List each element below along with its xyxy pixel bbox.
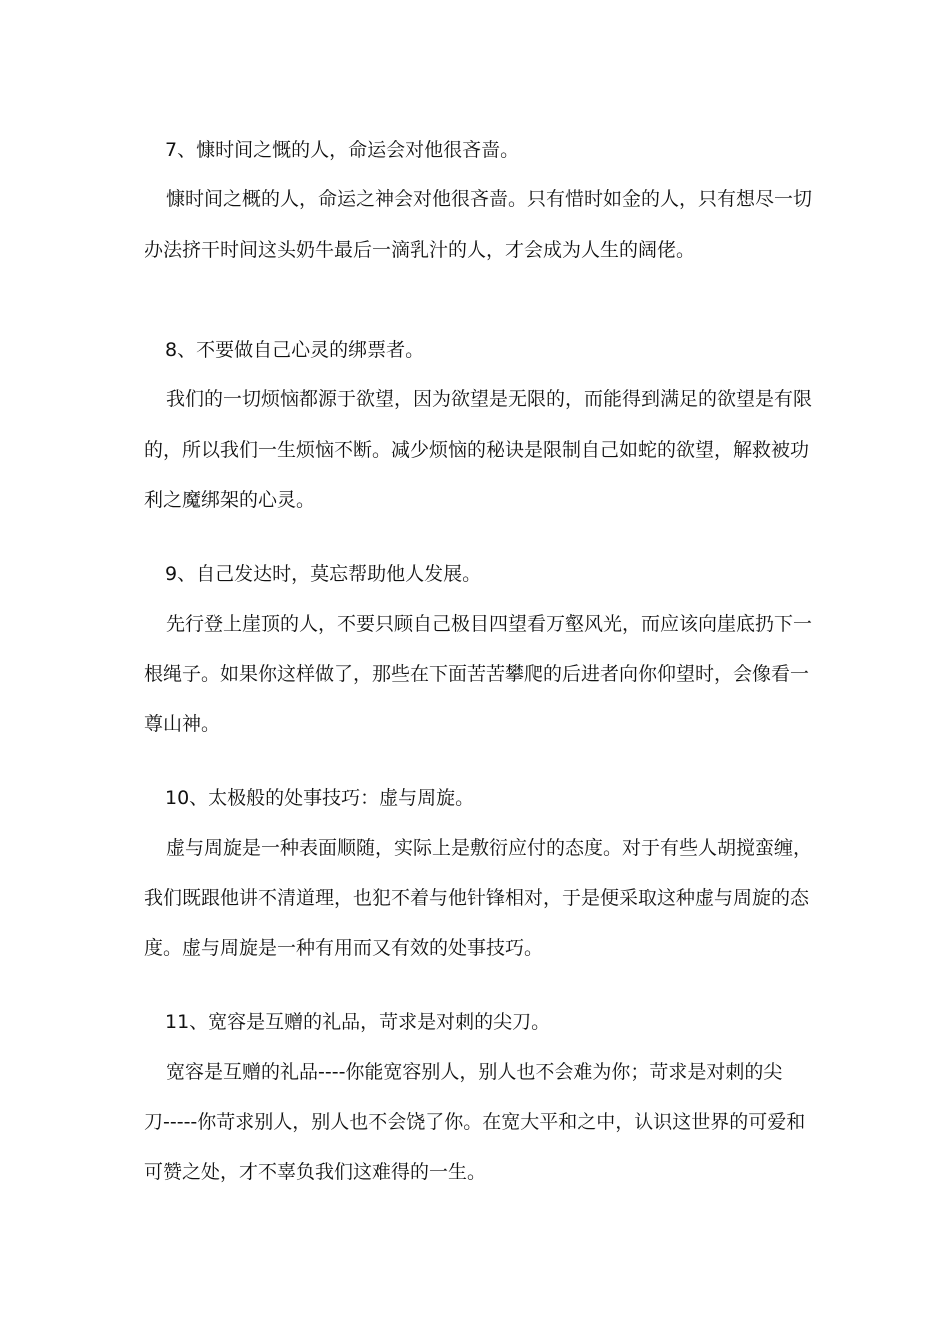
section-7-line-1: 慷时间之概的人，命运之神会对他很吝啬。只有惜时如金的人，只有想尽一切 <box>166 188 813 210</box>
section-11-line-1: 宽容是互赠的礼品----你能宽容别人，别人也不会难为你；苛求是对刺的尖 <box>166 1061 783 1083</box>
section-11-heading: 11、宽容是互赠的礼品，苛求是对刺的尖刀。 <box>165 1011 551 1033</box>
section-7-line-2: 办法挤干时间这头奶牛最后一滴乳汁的人，才会成为人生的阔佬。 <box>144 239 696 261</box>
section-9-line-2: 根绳子。如果你这样做了，那些在下面苦苦攀爬的后进者向你仰望时，会像看一 <box>144 663 810 685</box>
section-10-line-2: 我们既跟他讲不清道理，也犯不着与他针锋相对，于是便采取这种虚与周旋的态 <box>144 887 810 909</box>
section-10-heading: 10、太极般的处事技巧：虚与周旋。 <box>165 787 475 809</box>
section-10-line-1: 虚与周旋是一种表面顺随，实际上是敷衍应付的态度。对于有些人胡搅蛮缠， <box>166 837 813 859</box>
section-8-line-2: 的，所以我们一生烦恼不断。减少烦恼的秘诀是限制自己如蛇的欲望，解救被功 <box>144 439 810 461</box>
section-9-line-3: 尊山神。 <box>144 713 221 735</box>
section-10-line-3: 度。虚与周旋是一种有用而又有效的处事技巧。 <box>144 937 544 959</box>
section-9-line-1: 先行登上崖顶的人，不要只顾自己极目四望看万壑风光，而应该向崖底扔下一 <box>166 613 813 635</box>
section-8-line-1: 我们的一切烦恼都源于欲望，因为欲望是无限的，而能得到满足的欲望是有限 <box>166 388 813 410</box>
section-8-line-3: 利之魔绑架的心灵。 <box>144 489 316 511</box>
section-8-heading: 8、不要做自己心灵的绑票者。 <box>165 339 425 361</box>
section-11-line-3: 可赞之处，才不辜负我们这难得的一生。 <box>144 1161 487 1183</box>
section-7-heading: 7、慷时间之慨的人，命运会对他很吝啬。 <box>165 139 520 161</box>
section-11-line-2: 刀-----你苛求别人，别人也不会饶了你。在宽大平和之中，认识这世界的可爱和 <box>144 1111 806 1133</box>
section-9-heading: 9、自己发达时，莫忘帮助他人发展。 <box>165 563 482 585</box>
